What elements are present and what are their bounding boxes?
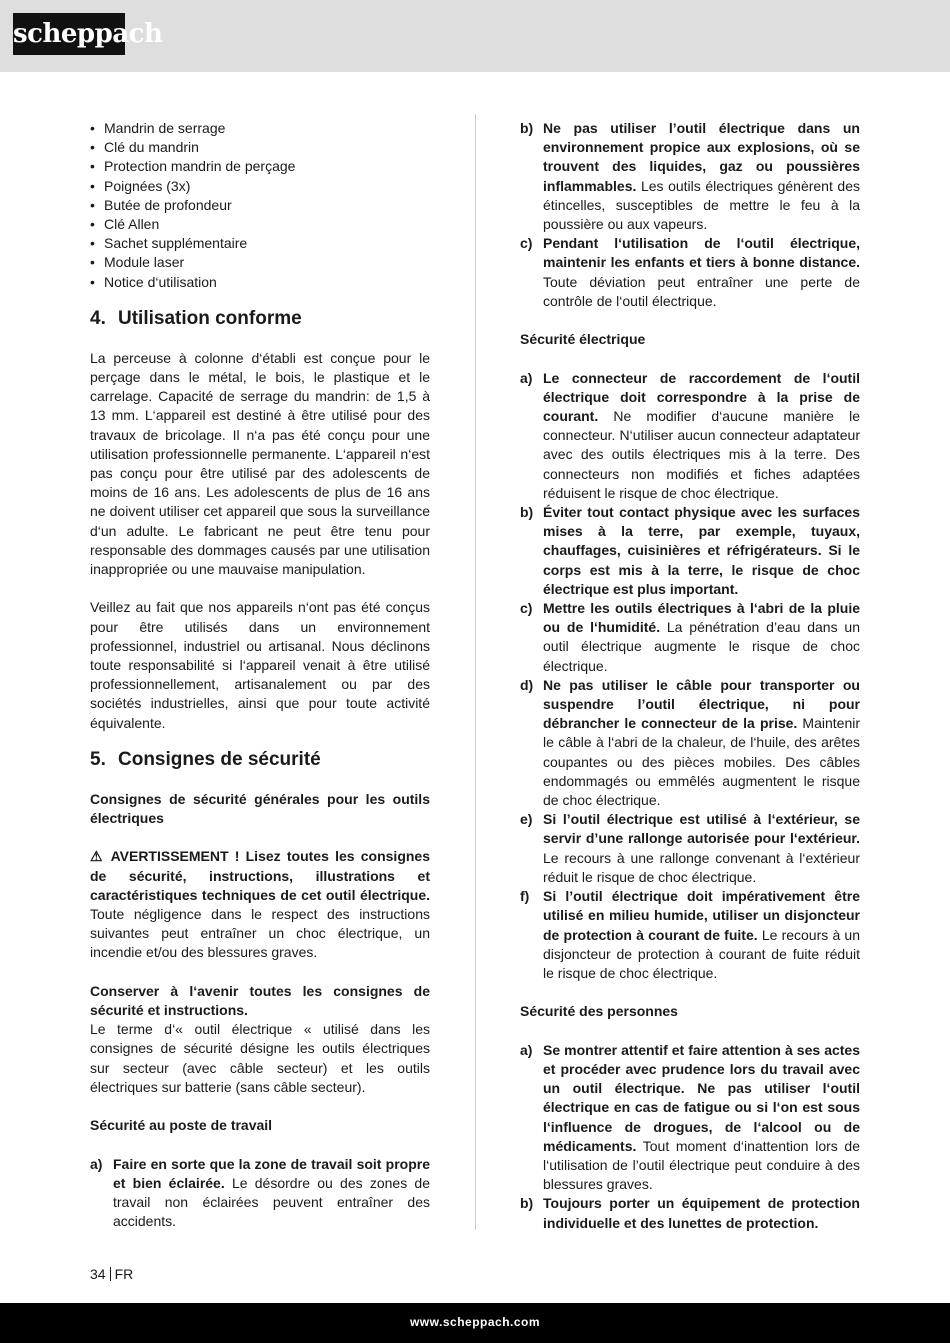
safety-item: f) Si l’outil électrique doit impérativement être utilisé en milieu humide, utiliser un disjoncteur de protection à courant de fuite. Le recours à un disjoncteur de protection à courant de fuite réduit le risque de choc électrique. [520, 888, 860, 981]
language-code: FR [114, 1266, 134, 1282]
section-title: Consignes de sécurité [118, 748, 321, 770]
brand-logo: scheppach [13, 13, 125, 55]
right-column [520, 119, 860, 1233]
delivery-contents-list [90, 119, 430, 292]
safety-item: c) Mettre les outils électriques à l‘abri de la pluie ou de l‘humidité. La pénétration d’eau dans un outil électrique augmente le risque de choc électrique. [520, 600, 860, 674]
column-divider [475, 114, 476, 1230]
safety-item: c) Pendant l‘utilisation de l‘outil électrique, maintenir les enfants et tiers à bonne distance. Toute déviation peut entraîner une perte de contrôle de l‘outil électrique. [520, 235, 860, 309]
page-footer [0, 1303, 950, 1343]
subheading: Consignes de sécurité générales pour les outils électriques [90, 790, 430, 827]
list-item: • Clé Allen [90, 215, 430, 234]
section-4-heading [90, 307, 430, 331]
subheading: Conserver à l‘avenir toutes les consignes de sécurité et instructions. [90, 982, 430, 1019]
safety-item: a) Se montrer attentif et faire attention à ses actes et procéder avec prudence lors du travail avec un outil électrique. Ne pas utiliser l‘outil électrique en cas de fatigue ou si l‘on est sous l‘influence de drogues, de l‘alcool ou de médicaments. Tout moment d‘inattention lors de l‘utilisation de l’outil électrique peut conduire à des blessures graves. [520, 1041, 860, 1193]
safety-item: b) Ne pas utiliser l’outil électrique dans un environnement propice aux explosions, où se trouvent des liquides, gaz ou poussières inflammables. Les outils électriques génèrent des étincelles, susceptibles de mettre le feu à la poussière ou aux vapeurs. [520, 120, 860, 233]
section-5-heading [90, 748, 430, 772]
safety-item: b) Éviter tout contact physique avec les surfaces mises à la terre, par exemple, tuyaux, chauffages, cuisinières et réfrigérateurs. Si le corps est mis à la terre, le risque de choc électrique est plus important. [520, 504, 860, 597]
list-item: • Module laser [90, 253, 430, 272]
safety-item: d) Ne pas utiliser le câble pour transporter ou suspendre l’outil électrique, ni pour débrancher le connecteur de la prise. Maintenir le câble à l‘abri de la chaleur, de l‘huile, des arêtes coupantes ou des pièces mobiles. Des câbles endommagés ou emmêlés augmentent le risque de choc électrique. [520, 676, 861, 809]
left-column [90, 119, 430, 1231]
safety-item: b) Toujours porter un équipement de protection individuelle et des lunettes de protection. [520, 1195, 860, 1231]
subheading: Sécurité électrique [520, 331, 646, 348]
paragraph: La perceuse à colonne d‘établi est conçue pour le perçage dans le métal, le bois, le plastique et le carrelage. Capacité de serrage du mandrin: de 1,5 à 13 mm. L‘appareil est destiné à être utilisé pour des travaux de bricolage. Il n‘a pas été conçu pour une utilisation professionnelle permanente. L‘appareil n‘est pas conçu pour être utilisé par des adolescents de moins de 16 ans. Les adolescents de plus de 16 ans ne doivent utiliser cet appareil que sous la surveillance d‘un adulte. Le fabricant ne peut être tenu pour responsable des dommages causés par une utilisation inappropriée ou une mauvaise manipulation. [90, 349, 430, 578]
paragraph: Veillez au fait que nos appareils n‘ont pas été conçus pour être utilisés dans un environnement professionnel, industriel ou artisanal. Nous déclinons toute responsabilité si l‘appareil venait à être utilisé professionnellement, artisanalement ou par des sociétés industrielles, ainsi que pour toute activité équivalente. [90, 599, 430, 731]
warning-bold: ⚠ AVERTISSEMENT ! Lisez toutes les consignes de sécurité, instructions, illustrations et caractéristiques techniques de cet outil électrique. [90, 848, 430, 903]
website-link[interactable]: www.scheppach.com [409, 1315, 541, 1329]
warning-paragraph: ⚠ AVERTISSEMENT ! Lisez toutes les consignes de sécurité, instructions, illustrations et caractéristiques techniques de cet outil électrique. Toute négligence dans le respect des instructions suivantes peut entraîner un choc électrique, un incendie et/ou des blessures graves. [90, 848, 430, 961]
subheading: Sécurité des personnes [520, 1003, 678, 1020]
list-item: • Clé du mandrin [90, 138, 430, 157]
safety-item: a) Faire en sorte que la zone de travail soit propre et bien éclairée. Le désordre ou des zones de travail non éclairées peuvent entraîner des accidents. [90, 1155, 430, 1230]
section-number: 4. [90, 307, 106, 329]
list-item: • Mandrin de serrage [90, 119, 430, 138]
subheading: Sécurité au poste de travail [90, 1117, 273, 1134]
paragraph: Le terme d‘« outil électrique « utilisé dans les consignes de sécurité désigne les outils électriques sur secteur (avec câble secteur) et les outils électriques sur batterie (sans câble secteur). [90, 1021, 430, 1095]
safety-item: a) Le connecteur de raccordement de l‘outil électrique doit correspondre à la prise de courant. Ne modifier d‘aucune manière le connecteur. N‘utiliser aucun connecteur adaptateur avec des outils électriques mis à la terre. Des connecteurs non modifiés et fiches adaptées réduisent le risque de choc électrique. [520, 369, 860, 501]
safety-item: e) Si l’outil électrique est utilisé à l‘extérieur, se servir d’une rallonge autorisée pour l‘extérieur. Le recours à une rallonge convenant à l‘extérieur réduit le risque de choc électrique. [520, 811, 860, 885]
list-item: • Butée de profondeur [90, 196, 430, 215]
page-header [0, 0, 950, 72]
list-item: • Protection mandrin de perçage [90, 157, 430, 176]
list-item: • Sachet supplémentaire [90, 234, 430, 253]
section-title: Utilisation conforme [118, 307, 302, 329]
list-item: • Notice d‘utilisation [90, 273, 430, 292]
page-number: 34 FR [90, 1266, 134, 1282]
section-number: 5. [90, 748, 106, 770]
list-item: • Poignées (3x) [90, 177, 430, 196]
